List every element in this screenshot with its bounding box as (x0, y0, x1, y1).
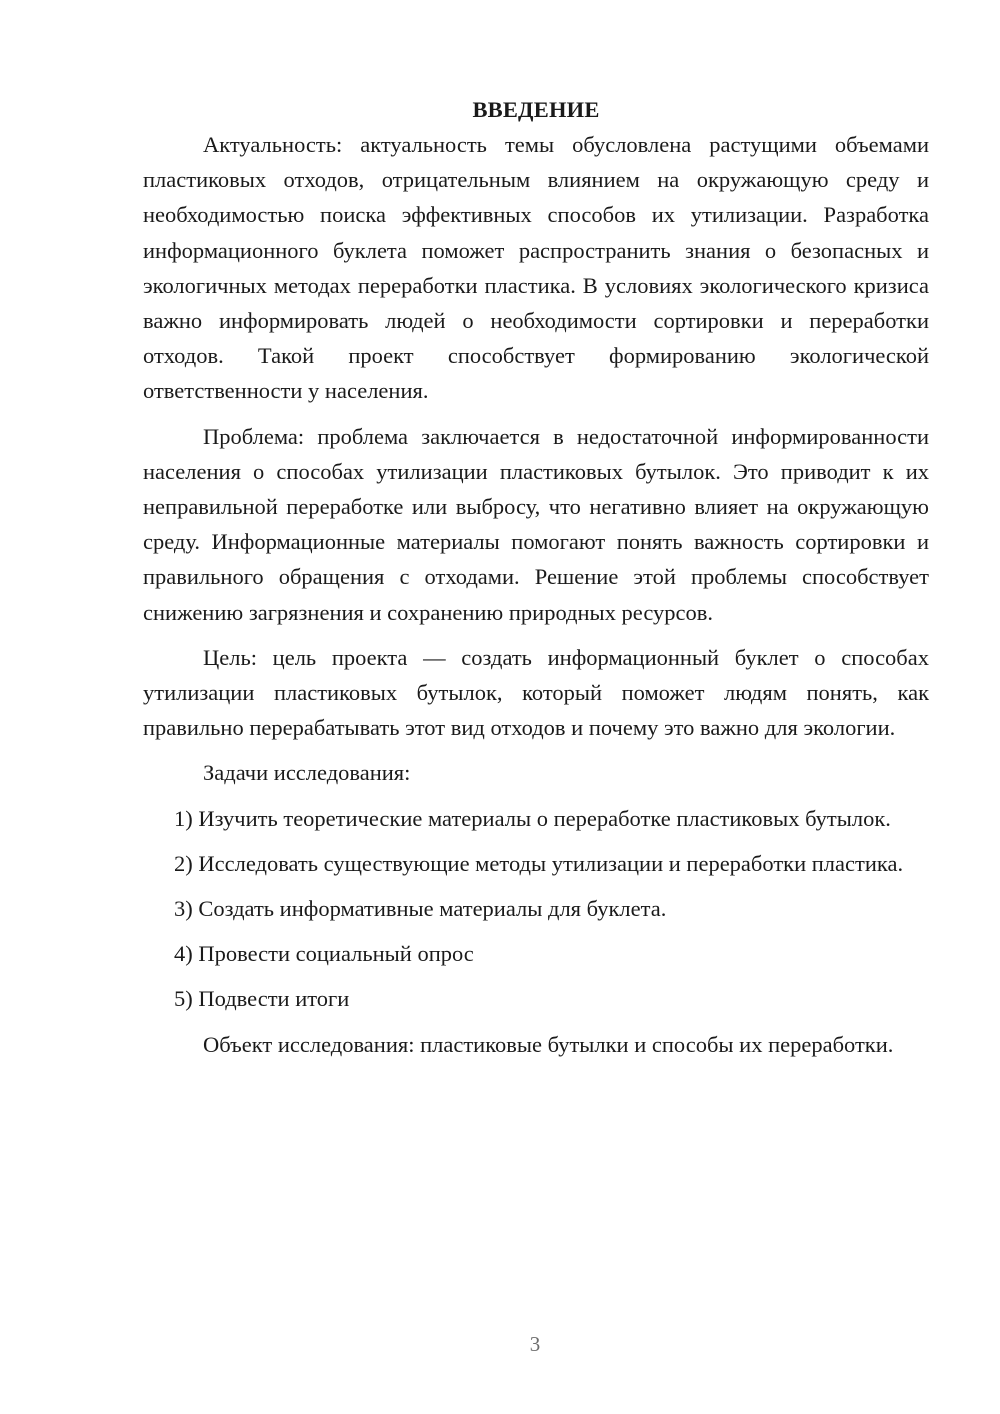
tasks-heading: Задачи исследования: (203, 760, 411, 786)
document-title: ВВЕДЕНИЕ (472, 97, 600, 122)
problem-paragraph: Проблема: проблема заключается в недостаточной информированности населения о способах утилизации пластиковых бутылок. Это приводит к их неправильной переработке или выбросу, что негативно влияет на окружающую среду. Информационные материалы помогают понять важность сортировки и правильного обращения с отходами. Решение этой проблемы способствует снижению загрязнения и сохранению природных ресурсов. (143, 423, 929, 625)
document-page (143, 92, 929, 1072)
goal-paragraph: Цель: цель проекта — создать информационный буклет о способах утилизации пластиковых бутылок, который поможет людям понять, как правильно перерабатывать этот вид отходов и почему это важно для экологии. (143, 644, 929, 741)
page-number: 3 (529, 1332, 541, 1356)
task-item: 3) Создать информативные материалы для буклета. (174, 896, 667, 922)
relevance-paragraph: Актуальность: актуальность темы обусловлена растущими объемами пластиковых отходов, отрицательным влиянием на окружающую среду и необходимостью поиска эффективных способов их утилизации. Разработка информационного буклета поможет распространить знания о безопасных и экологичных методах переработки пластика. В условиях экологического кризиса важно информировать людей о необходимости сортировки и переработки отходов. Такой проект способствует формированию экологической ответственности у населения. (143, 132, 929, 404)
object-paragraph: Объект исследования: пластиковые бутылки и способы их переработки. (203, 1031, 894, 1057)
task-item: 2) Исследовать существующие методы утилизации и переработки пластика. (174, 850, 904, 876)
task-item: 1) Изучить теоретические материалы о переработке пластиковых бутылок. (174, 805, 891, 831)
task-item: 5) Подвести итоги (174, 986, 350, 1012)
task-item: 4) Провести социальный опрос (174, 941, 474, 967)
